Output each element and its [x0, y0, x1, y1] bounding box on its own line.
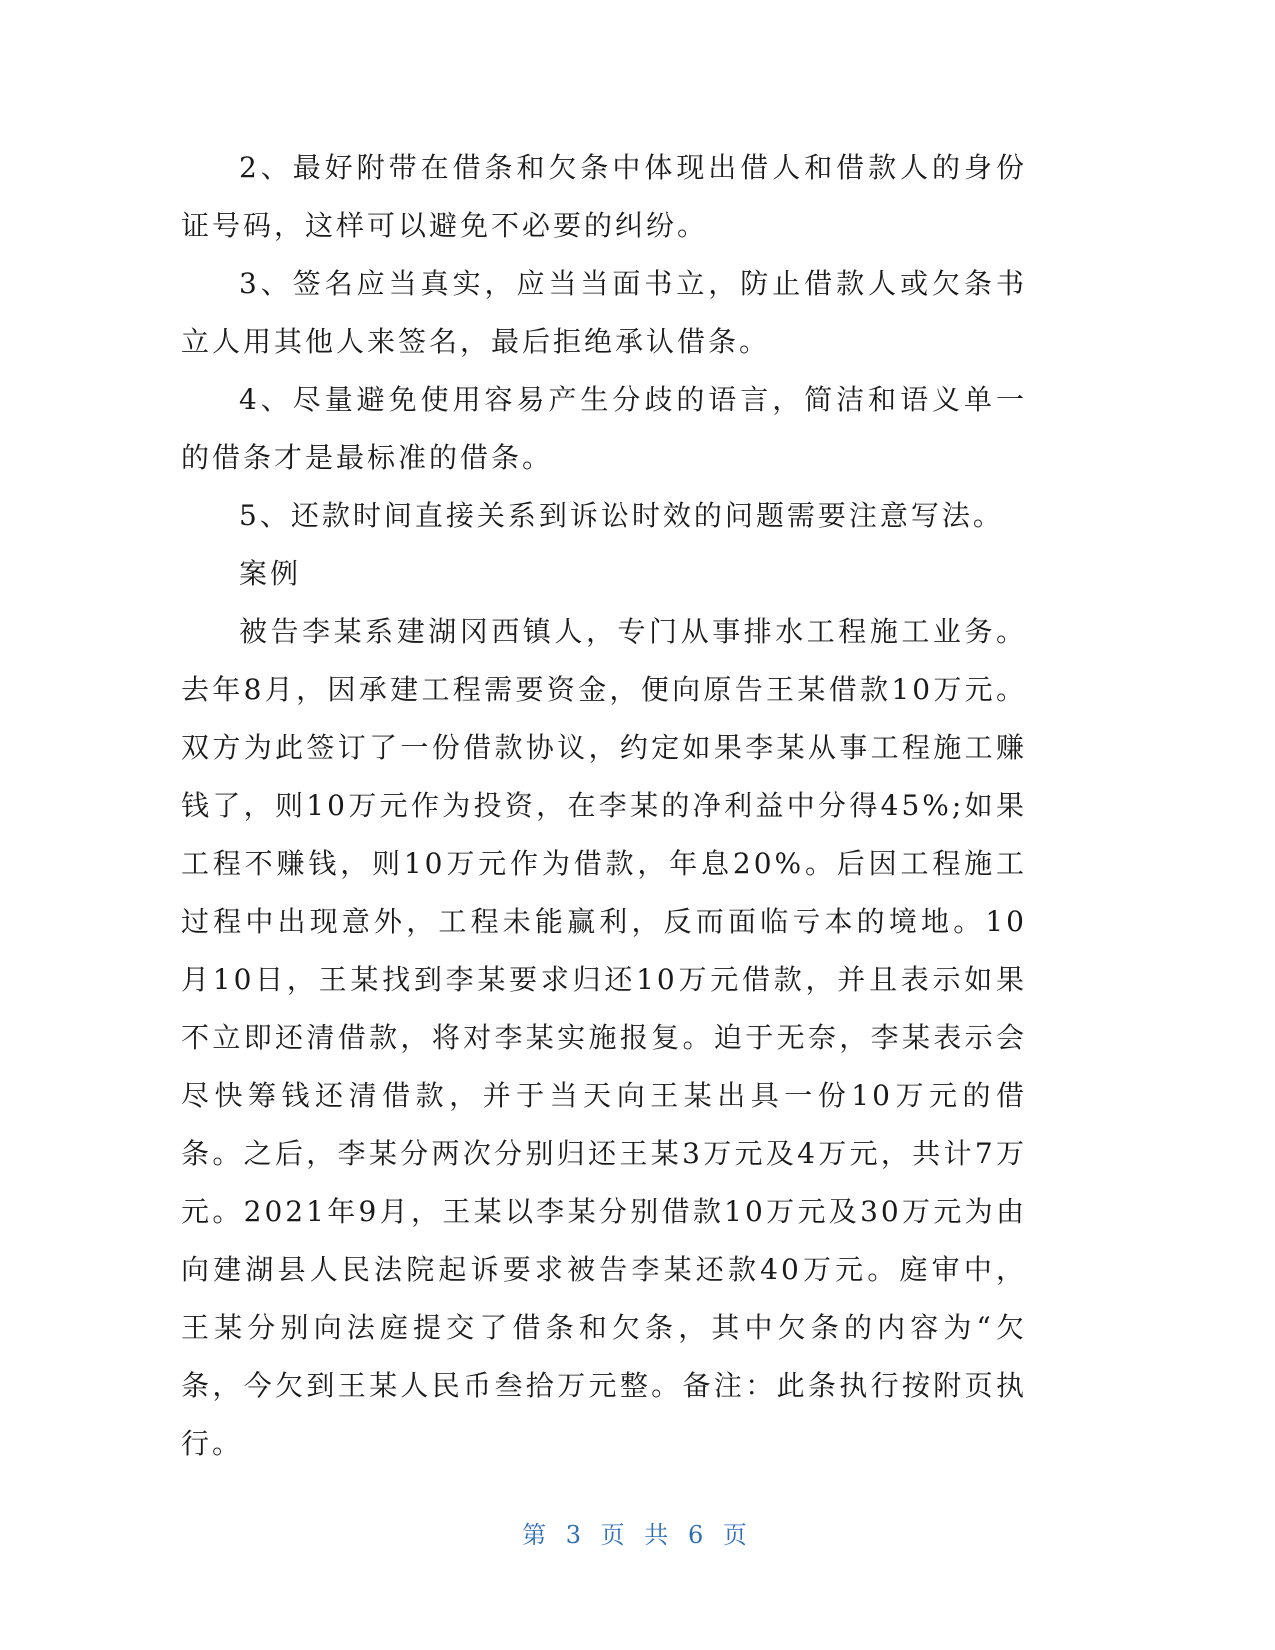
paragraph-item-3: 3、签名应当真实，应当当面书立，防止借款人或欠条书立人用其他人来签名，最后拒绝承认借条。 [181, 267, 1027, 358]
paragraph-item-4: 4、尽量避免使用容易产生分歧的语言，简洁和语义单一的借条才是最标准的借条。 [181, 383, 1027, 474]
document-body [181, 139, 1027, 1473]
paragraph-item-2: 2、最好附带在借条和欠条中体现出借人和借款人的身份证号码，这样可以避免不必要的纠纷。 [181, 151, 1027, 242]
page-footer [0, 1515, 1275, 1550]
section-heading-case: 案例 [239, 557, 302, 590]
paragraph-case-body: 被告李某系建湖冈西镇人，专门从事排水工程施工业务。去年8月，因承建工程需要资金，便向原告王某借款10万元。双方为此签订了一份借款协议，约定如果李某从事工程施工赚钱了，则10万元作为投资，在李某的净利益中分得45%;如果工程不赚钱，则10万元作为借款，年息20%。后因工程施工过程中出现意外，工程未能赢利，反而面临亏本的境地。10月10日，王某找到李某要求归还10万元借款，并且表示如果不立即还清借款，将对李某实施报复。迫于无奈，李某表示会尽快筹钱还清借款，并于当天向王某出具一份10万元的借条。之后，李某分两次分别归还王某3万元及4万元，共计7万元。2021年9月，王某以李某分别借款10万元及30万元为由向建湖县人民法院起诉要求被告李某还款40万元。庭审中，王某分别向法庭提交了借条和欠条，其中欠条的内容为“欠条，今欠到王某人民币叁拾万元整。备注：此条执行按附页执行。 [181, 615, 1027, 1460]
page-number-label: 第 3 页 共 6 页 [522, 1521, 753, 1549]
paragraph-item-5: 5、还款时间直接关系到诉讼时效的问题需要注意写法。 [239, 499, 1004, 532]
